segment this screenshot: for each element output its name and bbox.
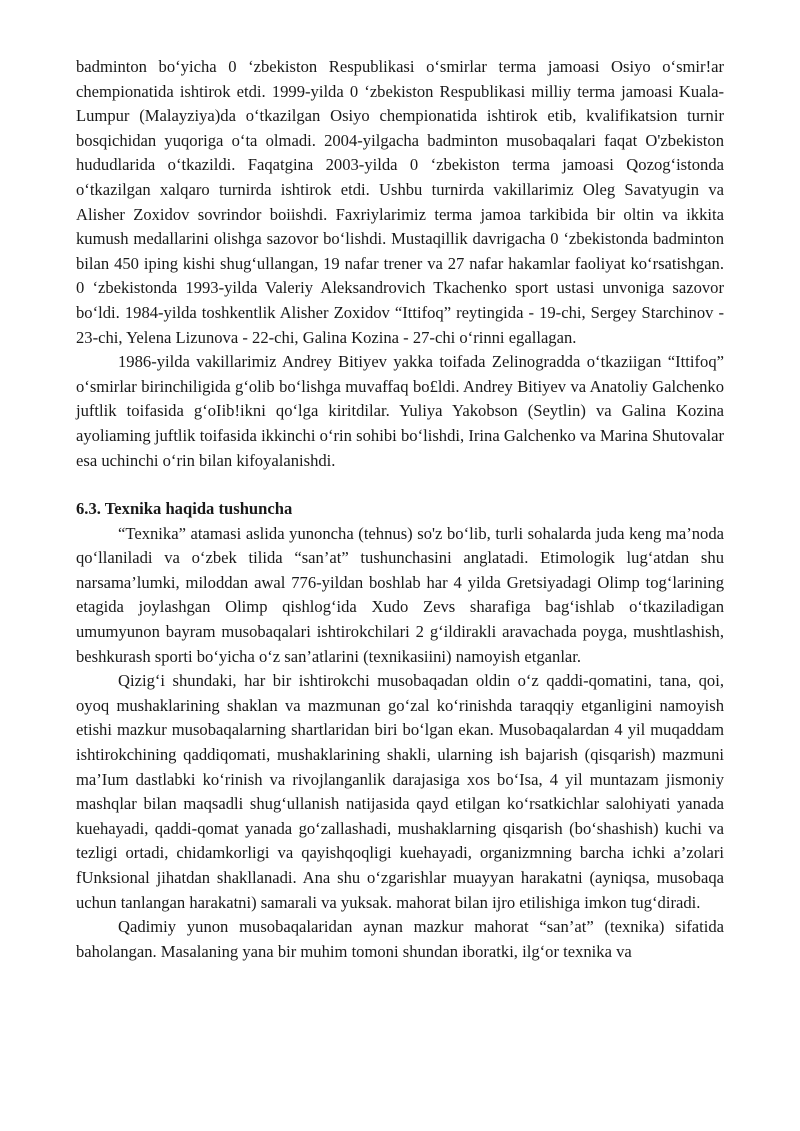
paragraph-ancient-games: Qadimiy yunon musobaqalaridan aynan mazkur mahorat “san’at” (texnika) sifatida baholangan. Masalaning yana bir muhim tomoni shundan iboratki, ilg‘or texnika va	[76, 917, 724, 961]
document-page	[76, 55, 724, 964]
paragraph-ishtirokchi-requirements: Qizig‘i shundaki, har bir ishtirokchi musobaqadan oldin o‘z qaddi-qomatini, tana, qoi, oyoq mushaklarining shaklan va mazmunan go‘zal ko‘rinishda taraqqiy etganligini namoyish etishi mazkur musobaqalarning shartlaridan biri bo‘lgan ekan. Musobaqalardan 4 yil muqaddam ishtirokchining qaddiqomati, mushaklarining shakli, ularning ish bajarish (qisqarish) mazmuni ma’Ium dastlabki ko‘rinish va rivojlanganlik darajasiga xos bo‘Isa, 4 yil muntazam jismoniy mashqlar bilan maqsadli shug‘ullanish natijasida qayd etilgan ko‘rsatkichlar salohiyati yanada kuehayadi, qaddi-qomat yanada go‘zallashadi, mushaklarning qisqarish (bo‘shashish) kuchi va tezligi ortadi, chidamkorligi va qayishqoqligi kuehayadi, organizmning barcha ichki a’zolari fUnksional jihatdan shakllanadi. Ana shu o‘zgarishlar muayyan harakatni (ayniqsa, musobaqa uchun tanlangan harakatni) samarali va yuksak. mahorat bilan ijro etilishiga imkon tug‘diradi.	[76, 671, 724, 912]
paragraph-1986-results: 1986-yilda vakillarimiz Andrey Bitiyev yakka toifada Zelinogradda o‘tkaziigan “Ittifoq” o‘smirlar birinchiligida g‘olib bo‘lishga muvaffaq bo£ldi. Andrey Bitiyev va Anatoliy Galchenko juftlik toifasida g‘oIib!ikni qo‘lga kiritdilar. Yuliya Yakobson (Seytlin) va Galina Kozina ayoliaming juftlik toifasida ikkinchi o‘rin sohibi bo‘lishdi, Irina Galchenko va Marina Shutovalar esa uchinchi o‘rin bilan kifoyalanishdi.	[76, 352, 724, 470]
paragraph-badminton-history: badminton bo‘yicha 0 ‘zbekiston Respublikasi o‘smirlar terma jamoasi Osiyo o‘smir!ar chempionatida ishtirok etdi. 1999-yilda 0 ‘zbekiston Respublikasi milliy terma jamoasi Kuala-Lumpur (Malayziya)da o‘tkazilgan Osiyo chempionatida ishtirok etib, kvalifikatsion turnir bosqichidan yuqoriga o‘ta olmadi. 2004-yilgacha badminton musobaqalari faqat O'zbekiston hududlarida o‘tkazildi. Faqatgina 2003-yilda 0 ‘zbekiston terma jamoasi Qozog‘istonda o‘tkazilgan xalqaro turnirda ishtirok etdi. Ushbu turnirda vakillarimiz Oleg Savatyugin va Alisher Zoxidov sovrindor boiishdi. Faxriylarimiz terma jamoa tarkibida bir oltin va ikkita kumush medallarini olishga sazovor bo‘lishdi. Mustaqillik davrigacha 0 ‘zbekistonda badminton bilan 450 iping kishi shug‘ullangan, 19 nafar trener va 27 nafar hakamlar faoliyat ko‘rsatishgan. 0 ‘zbekistonda 1993-yilda Valeriy Aleksandrovich Tkachenko sport ustasi unvoniga sazovor bo‘ldi. 1984-yilda toshkentlik Alisher Zoxidov “Ittifoq” reytingida - 19-chi, Sergey Starchinov - 23-chi, Yelena Lizunova - 22-chi, Galina Kozina - 27-chi o‘rinni egallagan.	[76, 57, 724, 347]
paragraph-texnika-definition: “Texnika” atamasi aslida yunoncha (tehnus) so'z bo‘lib, turli sohalarda juda keng ma’noda qo‘llaniladi va o‘zbek tilida “san’at” tushunchasini anglatadi. Etimologik lug‘atdan shu narsama’lumki, miloddan awal 776-yildan boshlab har 4 yilda Gretsiyadagi Olimp tog‘larining etagida joylashgan Olimp qishlog‘ida Xudo Zevs sharafiga bag‘ishlab o‘tkaziladigan umumyunon bayram musobaqalari ishtirokchilari 2 g‘ildirakli aravachada poyga, mushtlashish, beshkurash sporti bo‘yicha o‘z san’atlarini (texnikasiini) namoyish etganlar.	[76, 523, 724, 666]
section-heading: 6.3. Texnika haqida tushuncha	[76, 499, 293, 519]
